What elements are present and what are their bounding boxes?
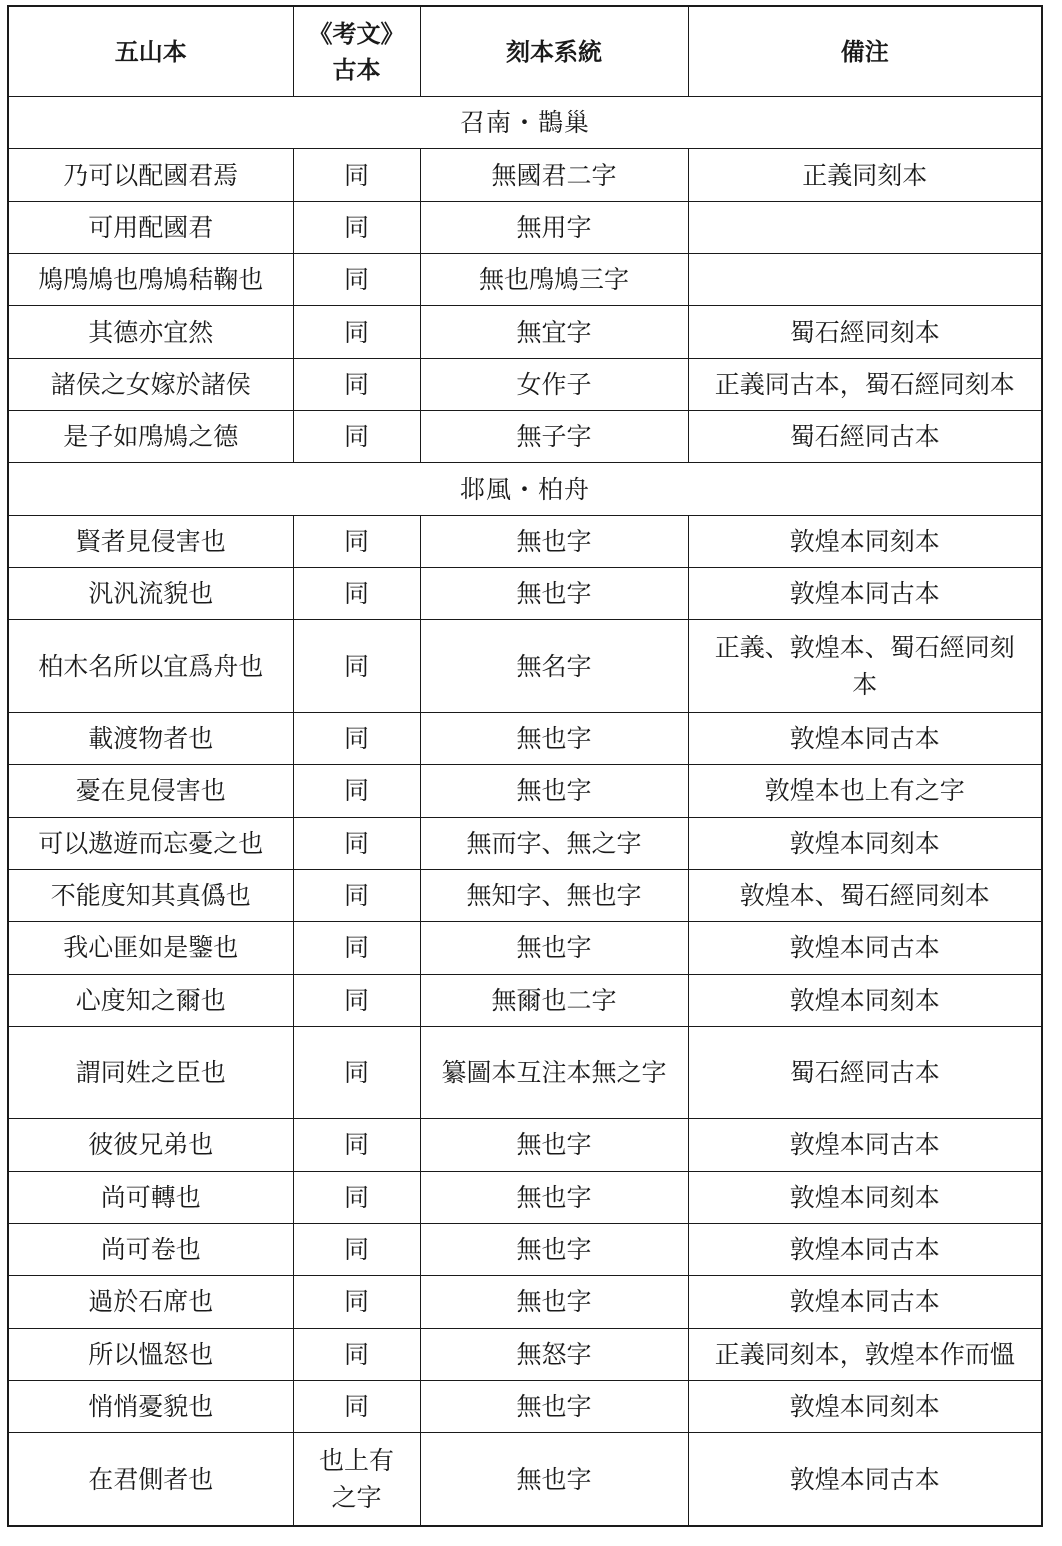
table-row: [9, 1381, 1041, 1433]
cell-wushan: 乃可以配國君焉: [9, 149, 293, 201]
table-row: [9, 869, 1041, 921]
table-row: [9, 306, 1041, 358]
cell-keben: 無也字: [420, 515, 688, 567]
cell-wushan: 賢者見侵害也: [9, 515, 293, 567]
cell-beizhu: 敦煌本同古本: [688, 1276, 1041, 1328]
cell-wushan: 所以慍怒也: [9, 1328, 293, 1380]
cell-keben: 纂圖本互注本無之字: [420, 1026, 688, 1118]
table-row: [9, 411, 1041, 463]
table-row: [9, 974, 1041, 1026]
cell-kaowen: 同: [293, 974, 420, 1026]
section-row-zhaonan: [9, 97, 1041, 149]
table-row: [9, 1328, 1041, 1380]
cell-kaowen: 同: [293, 620, 420, 712]
table-row: [9, 568, 1041, 620]
table-row: [9, 254, 1041, 306]
collation-table-container: [7, 5, 1043, 1527]
cell-keben: 無國君二字: [420, 149, 688, 201]
cell-keben: 無爾也二字: [420, 974, 688, 1026]
header-kaowen-line2: 古本: [332, 55, 381, 84]
cell-kaowen: 同: [293, 201, 420, 253]
cell-beizhu: 蜀石經同古本: [688, 411, 1041, 463]
cell-wushan: 載渡物者也: [9, 712, 293, 764]
cell-keben: 無也字: [420, 712, 688, 764]
cell-kaowen: 同: [293, 515, 420, 567]
cell-beizhu: 正義同刻本: [688, 149, 1041, 201]
cell-beizhu: 敦煌本同古本: [688, 1223, 1041, 1275]
header-wushan: 五山本: [9, 7, 293, 97]
cell-kaowen: 同: [293, 1328, 420, 1380]
cell-wushan: 悄悄憂貌也: [9, 1381, 293, 1433]
cell-keben: 無名字: [420, 620, 688, 712]
section-title: 召南・鵲巢: [9, 97, 1041, 149]
cell-kaowen: 同: [293, 1223, 420, 1275]
table-row: [9, 1223, 1041, 1275]
cell-kaowen: 同: [293, 358, 420, 410]
section-row-beifeng: [9, 463, 1041, 515]
table-row: [9, 1276, 1041, 1328]
cell-beizhu: 敦煌本同古本: [688, 712, 1041, 764]
cell-beizhu: 敦煌本同刻本: [688, 974, 1041, 1026]
cell-keben: 無知字、無也字: [420, 869, 688, 921]
cell-wushan: 鳩鳲鳩也鳲鳩秸鞠也: [9, 254, 293, 306]
section-title: 邶風・柏舟: [9, 463, 1041, 515]
cell-beizhu: 正義同刻本，敦煌本作而慍: [688, 1328, 1041, 1380]
header-kaowen: [293, 7, 420, 97]
header-beizhu: 備注: [688, 7, 1041, 97]
cell-kaowen: 同: [293, 869, 420, 921]
cell-beizhu: [688, 254, 1041, 306]
header-row: [9, 7, 1041, 97]
cell-keben: 無怒字: [420, 1328, 688, 1380]
table-row: [9, 620, 1041, 712]
cell-keben: 無也字: [420, 1433, 688, 1525]
cell-wushan: 在君側者也: [9, 1433, 293, 1525]
cell-keben: 無也字: [420, 1223, 688, 1275]
header-kaowen-line1: 《考文》: [308, 19, 405, 48]
cell-beizhu: 敦煌本同刻本: [688, 515, 1041, 567]
table-row: [9, 1433, 1041, 1525]
cell-wushan: 是子如鳲鳩之德: [9, 411, 293, 463]
cell-keben: 無也字: [420, 765, 688, 817]
cell-beizhu: 敦煌本也上有之字: [688, 765, 1041, 817]
cell-beizhu: 蜀石經同古本: [688, 1026, 1041, 1118]
cell-wushan: 其德亦宜然: [9, 306, 293, 358]
cell-kaowen: 同: [293, 1026, 420, 1118]
table-row: [9, 765, 1041, 817]
cell-wushan: 憂在見侵害也: [9, 765, 293, 817]
cell-wushan: 柏木名所以宜爲舟也: [9, 620, 293, 712]
cell-wushan: 諸侯之女嫁於諸侯: [9, 358, 293, 410]
cell-wushan: 尚可轉也: [9, 1171, 293, 1223]
cell-keben: 無子字: [420, 411, 688, 463]
cell-wushan: 可用配國君: [9, 201, 293, 253]
cell-kaowen: 同: [293, 254, 420, 306]
cell-keben: 無也字: [420, 1276, 688, 1328]
cell-keben: 無也字: [420, 1381, 688, 1433]
cell-kaowen: 同: [293, 1276, 420, 1328]
cell-keben: 無也字: [420, 922, 688, 974]
cell-keben: 無也字: [420, 1119, 688, 1171]
table-row: [9, 149, 1041, 201]
cell-keben: 無也鳲鳩三字: [420, 254, 688, 306]
cell-keben: 女作子: [420, 358, 688, 410]
cell-kaowen: 同: [293, 1171, 420, 1223]
cell-beizhu: 敦煌本、蜀石經同刻本: [688, 869, 1041, 921]
cell-keben: 無也字: [420, 1171, 688, 1223]
cell-wushan: 我心匪如是鑒也: [9, 922, 293, 974]
cell-beizhu: 正義、敦煌本、蜀石經同刻本: [688, 620, 1041, 712]
cell-beizhu: [688, 201, 1041, 253]
cell-kaowen: 同: [293, 149, 420, 201]
cell-beizhu: 敦煌本同刻本: [688, 1381, 1041, 1433]
cell-keben: 無而字、無之字: [420, 817, 688, 869]
cell-kaowen: 同: [293, 712, 420, 764]
cell-kaowen: 同: [293, 306, 420, 358]
cell-keben: 無也字: [420, 568, 688, 620]
cell-wushan: 過於石席也: [9, 1276, 293, 1328]
cell-kaowen: 同: [293, 922, 420, 974]
cell-wushan: 汎汎流貌也: [9, 568, 293, 620]
cell-wushan: 彼彼兄弟也: [9, 1119, 293, 1171]
table-row: [9, 1119, 1041, 1171]
table-row: [9, 712, 1041, 764]
header-keben: 刻本系統: [420, 7, 688, 97]
cell-beizhu: 敦煌本同古本: [688, 922, 1041, 974]
cell-kaowen: 同: [293, 1119, 420, 1171]
cell-beizhu: 敦煌本同古本: [688, 1119, 1041, 1171]
cell-keben: 無宜字: [420, 306, 688, 358]
cell-beizhu: 正義同古本，蜀石經同刻本: [688, 358, 1041, 410]
cell-beizhu: 敦煌本同刻本: [688, 817, 1041, 869]
cell-kaowen: 同: [293, 568, 420, 620]
table-row: [9, 358, 1041, 410]
table-row: [9, 1171, 1041, 1223]
cell-wushan: 可以遨遊而忘憂之也: [9, 817, 293, 869]
cell-beizhu: 蜀石經同刻本: [688, 306, 1041, 358]
table-row: [9, 922, 1041, 974]
cell-kaowen: 同: [293, 1381, 420, 1433]
cell-kaowen: 同: [293, 411, 420, 463]
table-row: [9, 201, 1041, 253]
table-row: [9, 515, 1041, 567]
cell-wushan: 心度知之爾也: [9, 974, 293, 1026]
cell-beizhu: 敦煌本同古本: [688, 1433, 1041, 1525]
table-row: [9, 1026, 1041, 1118]
cell-wushan: 謂同姓之臣也: [9, 1026, 293, 1118]
cell-kaowen: 同: [293, 817, 420, 869]
cell-beizhu: 敦煌本同刻本: [688, 1171, 1041, 1223]
cell-kaowen: 同: [293, 765, 420, 817]
collation-table: [9, 7, 1041, 1525]
cell-wushan: 尚可卷也: [9, 1223, 293, 1275]
cell-wushan: 不能度知其真僞也: [9, 869, 293, 921]
cell-beizhu: 敦煌本同古本: [688, 568, 1041, 620]
cell-kaowen: 也上有之字: [293, 1433, 420, 1525]
cell-keben: 無用字: [420, 201, 688, 253]
table-row: [9, 817, 1041, 869]
